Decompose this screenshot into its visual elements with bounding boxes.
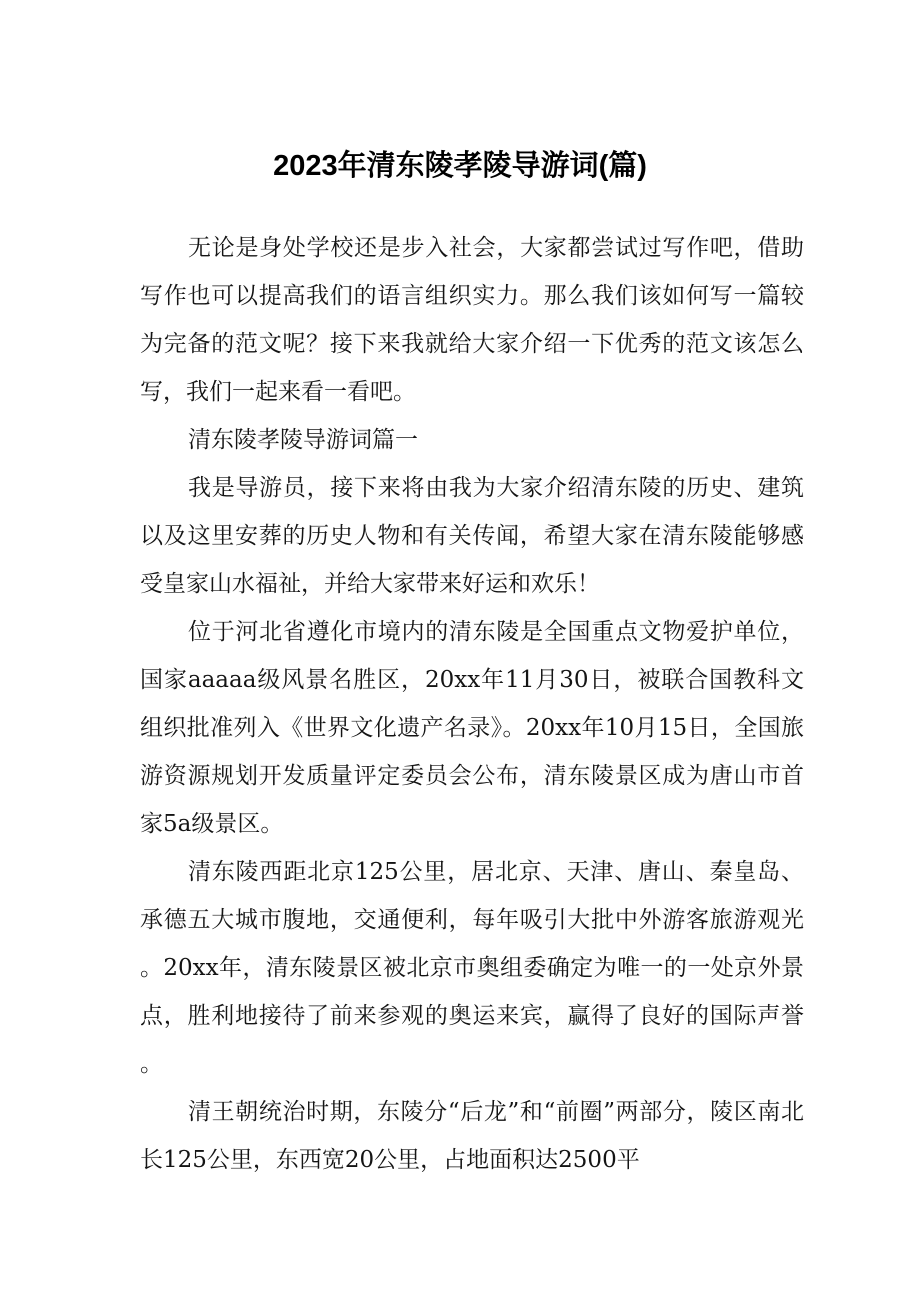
- body-paragraph-distance: 清东陵西距北京125公里，居北京、天津、唐山、秦皇岛、承德五大城市腹地，交通便利，每年吸引大批中外游客旅游观光。20xx年，清东陵景区被北京市奥组委确定为唯一的一处京外景点，胜利地接待了前来参观的奥运来宾，赢得了良好的国际声誉。: [140, 859, 804, 1077]
- section-heading: 清东陵孝陵导游词篇一: [188, 427, 418, 453]
- document-body: [140, 224, 804, 1184]
- body-paragraph-location: 位于河北省遵化市境内的清东陵是全国重点文物爱护单位，国家aaaaa级风景名胜区，20xx年11月30日，被联合国教科文组织批准列入《世界文化遗产名录》。20xx年10月15日，全国旅游资源规划开发质量评定委员会公布，清东陵景区成为唐山市首家5a级景区。: [140, 619, 804, 837]
- document-title: 2023年清东陵孝陵导游词(篇): [273, 150, 647, 182]
- body-paragraph-history: 清王朝统治时期，东陵分“后龙”和“前圈”两部分，陵区南北长125公里，东西宽20公里，占地面积达2500平: [140, 1099, 804, 1173]
- intro-paragraph: 无论是身处学校还是步入社会，大家都尝试过写作吧，借助写作也可以提高我们的语言组织实力。那么我们该如何写一篇较为完备的范文呢？接下来我就给大家介绍一下优秀的范文该怎么写，我们一起来看一看吧。: [140, 235, 804, 405]
- body-paragraph-guide-intro: 我是导游员，接下来将由我为大家介绍清东陵的历史、建筑以及这里安葬的历史人物和有关传闻，希望大家在清东陵能够感受皇家山水福祉，并给大家带来好运和欢乐！: [140, 475, 804, 597]
